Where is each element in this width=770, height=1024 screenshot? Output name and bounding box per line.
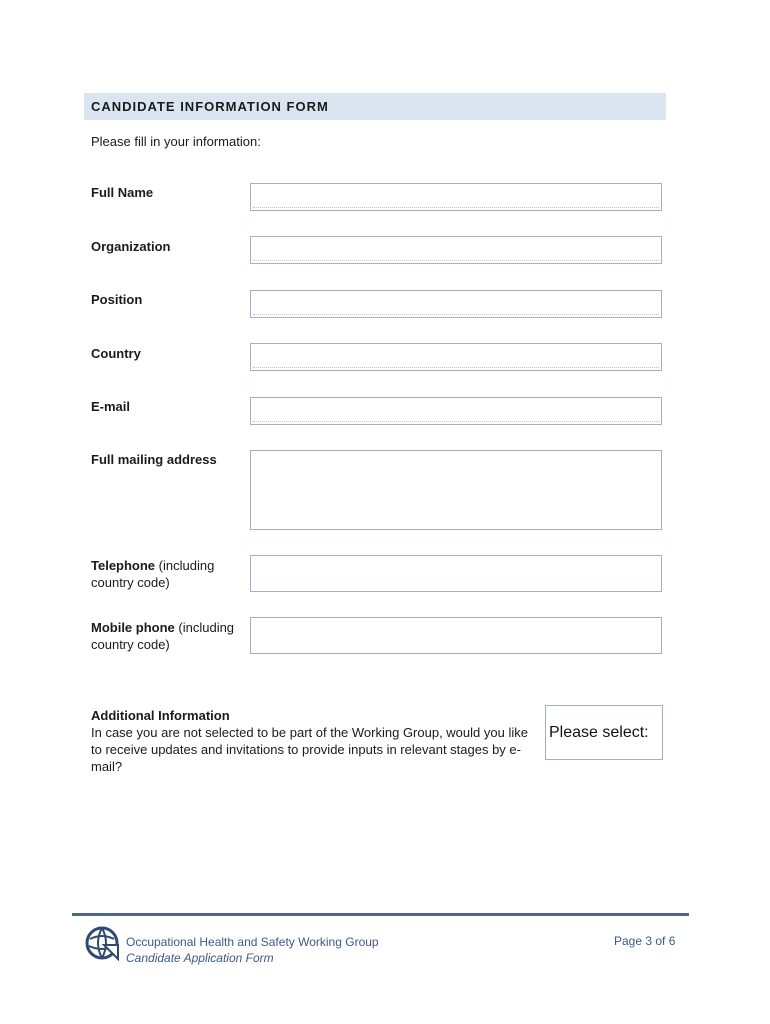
email-label: E-mail (91, 399, 131, 414)
organization-label: Organization (91, 239, 171, 254)
mailing-address-label: Full mailing address (91, 452, 217, 467)
additional-question: In case you are not selected to be part of the Working Group, would you like to receive updates and invitations to provide inputs in relevant stages by e-mail? (91, 725, 528, 774)
position-field[interactable] (250, 290, 662, 318)
country-field[interactable] (250, 343, 662, 371)
mailing-address-field[interactable] (250, 450, 662, 530)
email-field[interactable] (250, 397, 662, 425)
full-name-label: Full Name (91, 185, 154, 200)
intro-text: Please fill in your information: (91, 134, 261, 149)
telephone-field[interactable] (250, 555, 662, 592)
footer-doc-name: Candidate Application Form (126, 951, 274, 965)
mobile-phone-field[interactable] (250, 617, 662, 654)
country-label: Country (91, 346, 141, 361)
globe-arrow-logo-icon (84, 925, 120, 961)
updates-select[interactable]: Please select: (545, 705, 663, 760)
mobile-phone-label: Mobile phone (including country code) (91, 620, 235, 652)
additional-information (91, 707, 541, 775)
footer-rule (72, 913, 689, 916)
section-header: CANDIDATE INFORMATION FORM (84, 93, 666, 120)
footer-org-name: Occupational Health and Safety Working Group (126, 935, 379, 949)
additional-title: Additional Information (91, 708, 230, 723)
position-label: Position (91, 292, 143, 307)
full-name-field[interactable] (250, 183, 662, 211)
telephone-label: Telephone (including country code) (91, 558, 215, 590)
page-number: Page 3 of 6 (614, 934, 676, 948)
organization-field[interactable] (250, 236, 662, 264)
footer-text (126, 934, 379, 966)
